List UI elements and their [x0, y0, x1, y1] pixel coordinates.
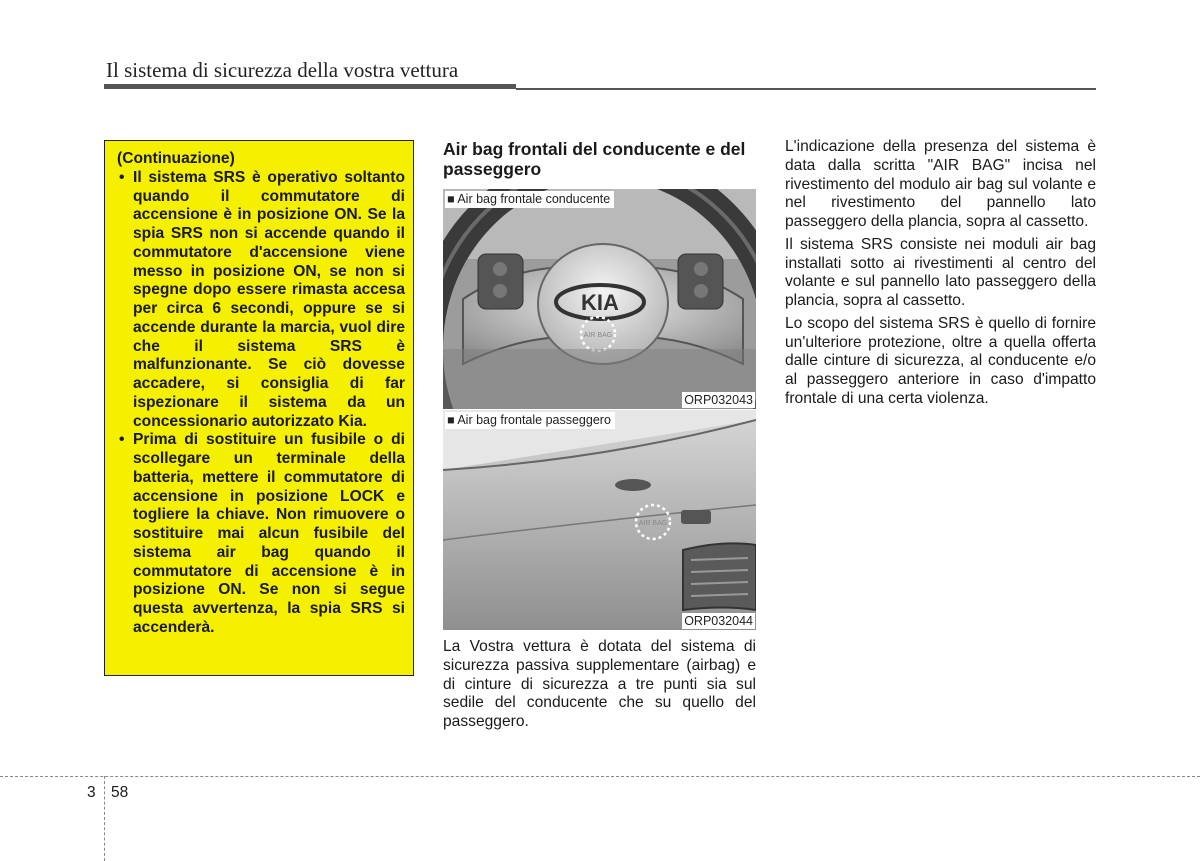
passenger-airbag-illustration	[443, 410, 756, 630]
driver-airbag-illustration	[443, 189, 756, 409]
footer-dashed-rule	[0, 776, 1200, 777]
footer-dashed-divider	[104, 776, 105, 861]
steering-wheel-drawing	[443, 189, 756, 409]
header-rule-thick	[104, 84, 516, 89]
kia-logo: KIA	[581, 290, 619, 315]
header-rule-thin	[516, 88, 1096, 90]
airbag-emboss-label: AIR BAG	[638, 520, 668, 527]
chapter-number: 3	[87, 784, 96, 801]
page-header-title: Il sistema di sicurezza della vostra vettura	[106, 58, 459, 82]
paragraph: L'indicazione della presenza del sistema è data dalla scritta "AIR BAG" incisa nel rivestimento del modulo air bag sul volante e nel rivestimento del pannello lato passeggero della plancia, sopra al cassetto.	[785, 138, 1096, 230]
intro-paragraph: La Vostra vettura è dotata del sistema di sicurezza passiva supplementare (airbag) e di cinture di sicurezza a tre punti sia sul sedile del conducente che su quello del passeggero.	[443, 638, 756, 730]
paragraph: Il sistema SRS consiste nei moduli air bag installati sotto ai rivestimenti al centro del volante e sul pannello lato passeggero della plancia, sopra al cassetto.	[785, 235, 1096, 309]
section-title: Air bag frontali del conducente e del passeggero	[443, 139, 746, 179]
image-caption: ■ Air bag frontale conducente	[445, 191, 614, 208]
warning-heading: (Continuazione)	[117, 150, 235, 167]
warning-item: • Il sistema SRS è operativo soltanto quando il commutatore di accensione è in posizione ON. Se la spia SRS non si accende quando il commutatore d'accensione viene messo in posizione ON, se non si spegne dopo essere rimasta accesa per circa 6 secondi, oppure se si accende durante la marcia, vuol dire che il sistema SRS è malfunzionante. Se ciò dovesse accadere, si consiglia di far ispezionare il sistema da un concessionario autorizzato Kia.	[115, 169, 405, 432]
image-code: ORP032043	[684, 393, 753, 407]
paragraph: Lo scopo del sistema SRS è quello di fornire un'ulteriore protezione, oltre a quella offerta dalle cinture di sicurezza, al conducente e/o al passeggero anteriore in caso d'impatto frontale di una certa violenza.	[785, 314, 1096, 407]
dashboard-drawing	[443, 410, 756, 630]
warning-box	[104, 140, 414, 676]
warning-item: • Prima di sostituire un fusibile o di scollegare un terminale della batteria, mettere il commutatore di accensione in posizione LOCK e togliere la chiave. Non rimuovere o sostituire mai alcun fusibile del sistema air bag quando il commutatore di accensione è in posizione ON. Se non si segue questa avvertenza, la spia SRS si accenderà.	[115, 431, 405, 637]
image-code: ORP032044	[684, 614, 753, 628]
page-number: 58	[111, 784, 129, 801]
image-caption: ■ Air bag frontale passeggero	[445, 412, 615, 429]
airbag-emboss-label: AIR BAG	[583, 332, 613, 339]
right-column	[785, 138, 1096, 413]
warning-list	[115, 169, 405, 638]
